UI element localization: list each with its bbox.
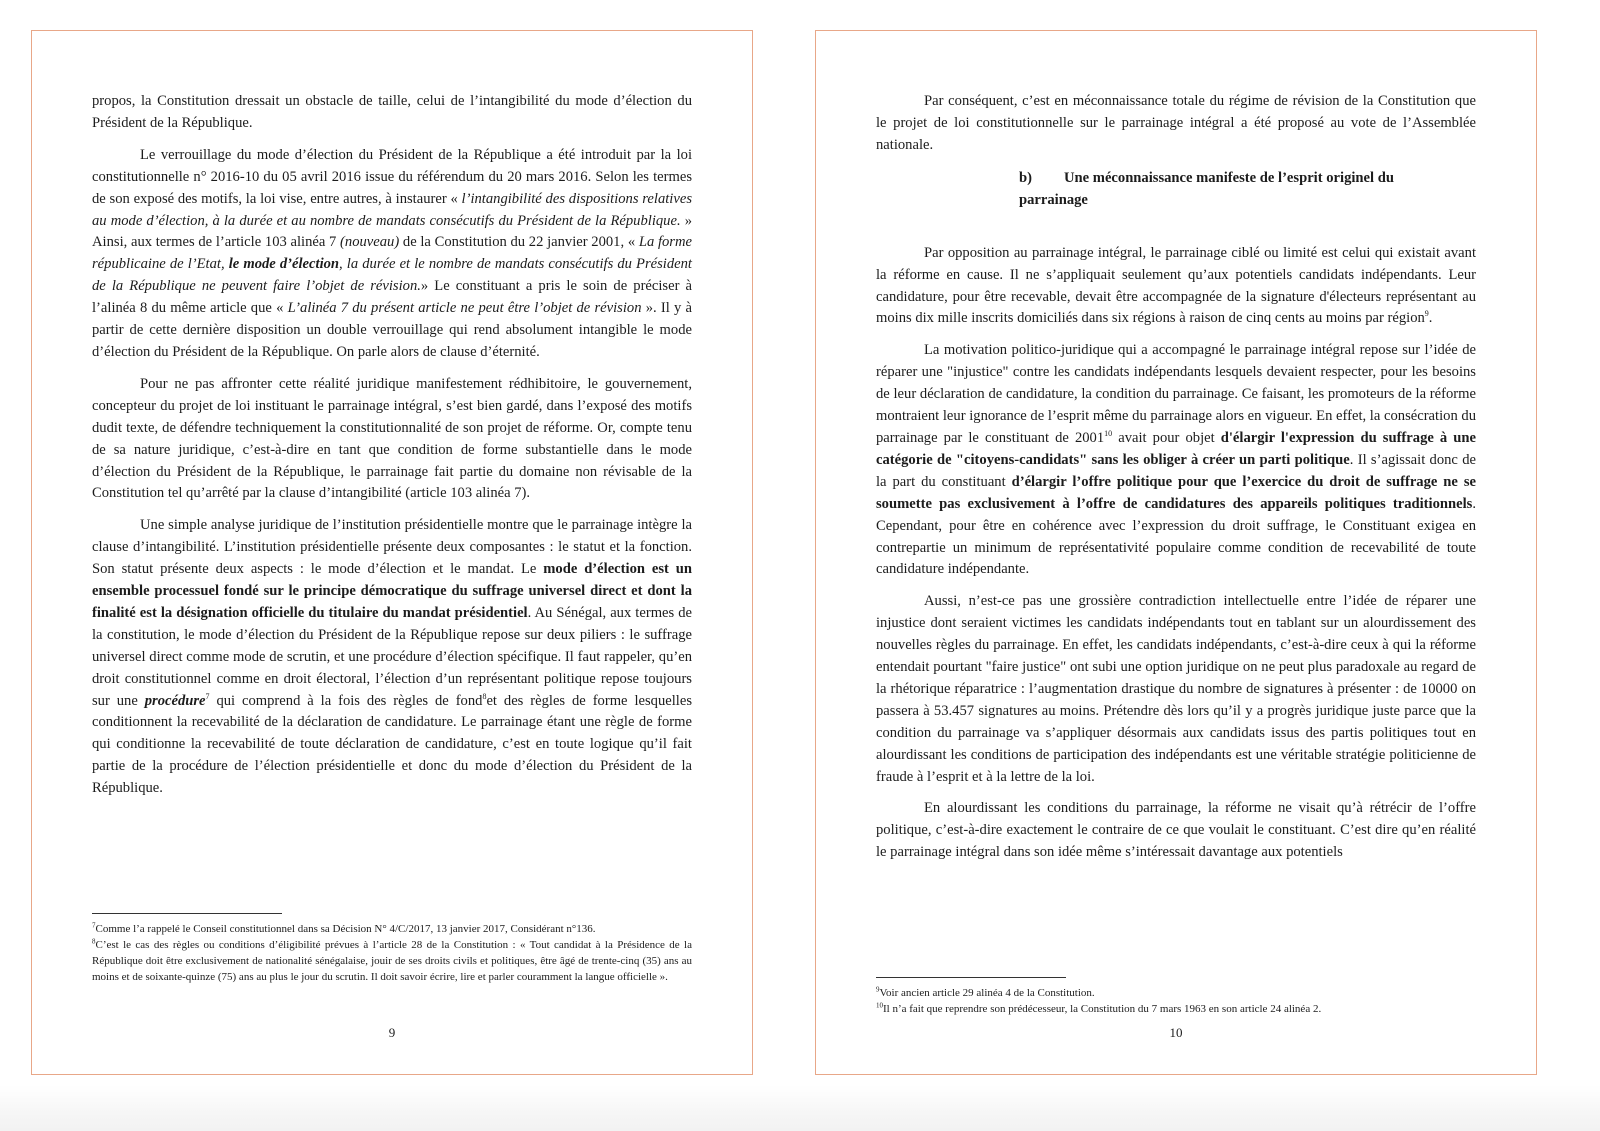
page-number: 9 (388, 1025, 396, 1040)
footnote: $^9$Voir ancien article 29 alinéa 4 de la Constitution. (876, 985, 1095, 999)
paragraph: propos, la Constitution dressait un obstacle de taille, celui de l’intangibilité du mode d’élection du Président de la République. (92, 93, 692, 131)
footnotes (876, 985, 1476, 1017)
bottom-shadow (0, 1085, 1600, 1131)
footnote: $^8$C’est le cas des règles ou conditions d’éligibilité prévues à l’article 28 de la Constitution : « Tout candidat à la Présidence de la République doit être exclusivement de nationalité sénégalaise, jouir de ses droits civils et politiques, être âgé de trente-cinq (35) ans au moins et de soixante-quinze (75) ans au plus le jour du scrutin. Il doit savoir écrire, lire et parler couramment la langue officielle ». (92, 937, 692, 983)
footnote-ref[interactable]: 9 (1424, 309, 1429, 319)
paragraph: Pour ne pas affronter cette réalité juridique manifestement rédhibitoire, le gouvernement, concepteur du projet de loi instituant le parrainage intégral, s’est bien gardé, dans l’exposé des motifs dudit texte, de défendre techniquement la constitutionnalité de son projet de réforme. Or, compte tenu de sa nature juridique, c’est-à-dire en tant que condition de forme substantielle dans le mode d’élection du Président de la République, le parrainage fait partie du domaine non révisable de la Constitution tel qu’arrêté par la clause d’intangibilité (article 103 alinéa 7). (92, 375, 692, 502)
footnote-separator (876, 977, 1066, 978)
footnote-separator (92, 913, 282, 914)
footnotes (92, 921, 692, 985)
page-body (92, 91, 692, 810)
page-body (876, 91, 1476, 874)
paragraph: La motivation politico-juridique qui a accompagné le parrainage intégral repose sur l’idée de réparer une "injustice" contre les candidats indépendants lesquels devaient respecter, pour les besoins de leur déclaration de candidature, la condition du parrainage. Ce faisant, les promoteurs de la réforme montraient leur ignorance de l’esprit même du parrainage alors en vigueur. En effet, la consécration du parrainage par le constituant de 2001$^{10}$ avait pour objet d'élargir l'expression du suffrage à une catégorie de "citoyens-candidats" sans les obliger à créer un parti politique. Il s’agissait donc de la part du constituant d’élargir l’offre politique pour que l’exercice du droit de suffrage ne se soumette pas exclusivement à l’offre de candidatures des appareils politiques traditionnels. Cependant, pour être en cohérence avec l’expression du droit suffrage, le Constituant exigea en contrepartie un minimum de représentativité populaire comme condition de recevabilité de toute candidature indépendante. (876, 342, 1476, 578)
paragraph: En alourdissant les conditions du parrainage, la réforme ne visait qu’à rétrécir de l’offre politique, c’est-à-dire exactement le contraire de ce que voulait le constituant. C’est dire qu’en réalité le parrainage intégral dans son idée même s’intéressait davantage aux potentiels (876, 800, 1476, 861)
paragraph: Par opposition au parrainage intégral, le parrainage ciblé ou limité est celui qui existait avant la réforme en cause. Il ne s’appliquait seulement qu’aux potentiels candidats indépendants. Leur candidature, pour être recevable, devait être accompagnée de la signature d'électeurs représentant au moins dix mille inscrits domiciliés dans six régions à raison de cinq cents au moins par région$^9$. (876, 244, 1476, 327)
paragraph: Par conséquent, c’est en méconnaissance totale du régime de révision de la Constitution que le projet de loi constitutionnelle sur le parrainage intégral a été proposé au vote de l’Assemblée nationale. (876, 93, 1476, 153)
paragraph: Une simple analyse juridique de l’institution présidentielle montre que le parrainage intègre la clause d’intangibilité. L’institution présidentielle présente deux composantes : le statut et la fonction. Son statut présente deux aspects : le mode d’élection et le mandat. Le mode d’élection est un ensemble processuel fondé sur le principe démocratique du suffrage universel direct et dont la finalité est la désignation officielle du titulaire du mandat présidentiel. Au Sénégal, aux termes de la constitution, le mode d’élection du Président de la République repose sur deux piliers : le suffrage universel direct comme mode de scrutin, et une procédure d’élection spécifique. Il faut rappeler, qu’en droit constitutionnel comme en droit électoral, l’élection d’un représentant politique repose toujours sur une procédure$^7$ qui comprend à la fois des règles de fond$^8$et des règles de forme lesquelles conditionnent la recevabilité de la déclaration de candidature. Le parrainage étant une règle de forme qui conditionne la recevabilité de toute déclaration de candidature, c’est en toute logique qu’il fait partie de la procédure de l’élection présidentielle et donc du mode d’élection du Président de la République. (92, 517, 692, 797)
footnote-ref[interactable]: 10 (1104, 429, 1113, 439)
page-number: 10 (1169, 1025, 1183, 1040)
footnote-ref[interactable]: 7 (205, 691, 210, 701)
document-page-9 (31, 30, 753, 1075)
footnote: $^{10}$Il n’a fait que reprendre son prédécesseur, la Constitution du 7 mars 1963 en son article 24 alinéa 2. (876, 1001, 1322, 1015)
document-page-10 (815, 30, 1537, 1075)
paragraph: Aussi, n’est-ce pas une grossière contradiction intellectuelle entre l’idée de réparer une injustice dont seraient victimes les candidats indépendants tout en tablant sur un alourdissement des nouvelles règles du parrainage. En effet, les candidats indépendants, c’est-à-dire ceux à qui la réforme entendait pourtant "faire justice" ont subi une option juridique on ne peut plus paradoxale au regard de la rhétorique réparatrice : l’augmentation drastique du nombre de signatures à présenter : de 10000 on passera à 53.457 signatures au moins. Prétendre dès lors qu’il y a progrès juridique juste parce que la condition du parrainage va s’appliquer désormais aux candidats issus des partis politiques tout en alourdissant les conditions de participation des indépendants est une véritable stratégie politicienne de fraude à l’esprit et à la lettre de la loi. (876, 593, 1476, 785)
footnote-ref[interactable]: 8 (482, 691, 487, 701)
paragraph: Le verrouillage du mode d’élection du Président de la République a été introduit par la loi constitutionnelle n° 2016-10 du 05 avril 2016 issue du référendum du 20 mars 2016. Selon les termes de son exposé des motifs, la loi vise, entre autres, à instaurer « l’intangibilité des dispositions relatives au mode d’élection, à la durée et au nombre de mandats consécutifs du Président de la République. » Ainsi, aux termes de l’article 103 alinéa 7 (nouveau) de la Constitution du 22 janvier 2001, « La forme républicaine de l’Etat, le mode d’élection, la durée et le nombre de mandats consécutifs du Président de la République ne peuvent faire l’objet de révision.» Le constituant a pris le soin de préciser à l’alinéa 8 du même article que « L’alinéa 7 du présent article ne peut être l’objet de révision ». Il y à partir de cette dernière disposition un double verrouillage qui rend absolument intangible le mode d’élection du Président de la République. On parle alors de clause d’éternité. (92, 146, 693, 360)
section-heading: b) Une méconnaissance manifeste de l’esprit originel du parrainage (1019, 169, 1394, 208)
footnote: $^7$Comme l’a rappelé le Conseil constitutionnel dans sa Décision N° 4/C/2017, 13 janvier 2017, Considérant n°136. (92, 921, 596, 935)
